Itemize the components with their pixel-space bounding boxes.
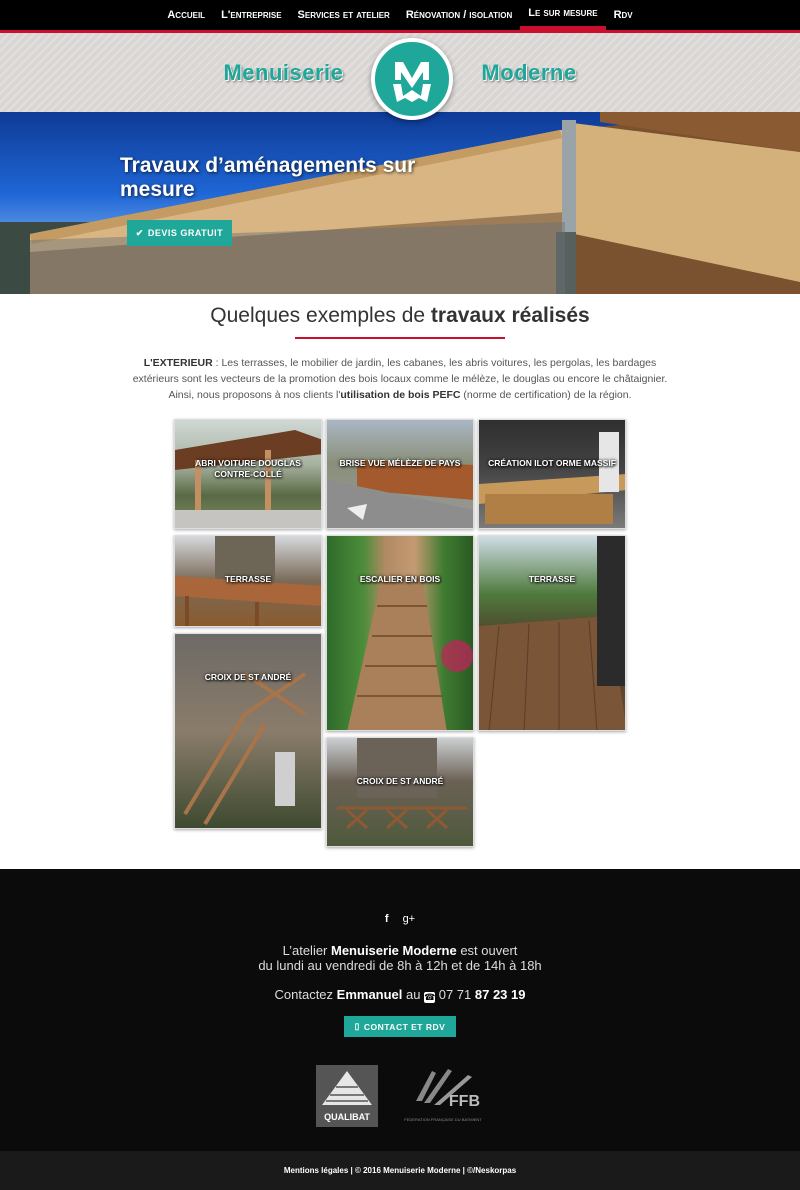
- nav-services[interactable]: Services et atelier: [297, 9, 390, 21]
- section-title-light: Quelques exemples de: [210, 304, 431, 327]
- phone-a[interactable]: 07 71: [438, 987, 475, 1002]
- facebook-icon[interactable]: f: [384, 913, 389, 925]
- gallery-grid: [174, 419, 626, 851]
- gallery-caption: BRISE VUE MÉLÈZE DE PAYS: [339, 458, 461, 468]
- gallery-caption: TERRASSE: [528, 574, 576, 584]
- google-plus-icon[interactable]: g+: [402, 913, 416, 925]
- gallery-caption: TERRASSE: [224, 574, 272, 584]
- ffb-text: FFB: [448, 1093, 480, 1110]
- opening-hours: du lundi au vendredi de 8h à 12h et de 14h à 18h: [258, 958, 542, 973]
- gallery-caption: CRÉATION ILOT ORME MASSIF: [488, 458, 616, 468]
- intro-lead: L'EXTERIEUR: [143, 357, 213, 369]
- contact-name: Emmanuel: [336, 987, 403, 1002]
- gallery-caption: CROIX DE ST ANDRÉ: [204, 672, 292, 682]
- mobile-icon: ▯: [354, 1021, 360, 1031]
- phone-b[interactable]: 87 23 19: [474, 987, 526, 1002]
- ffb-subtext: FEDERATION FRANÇAISE DU BATIMENT: [404, 1117, 482, 1122]
- nav-accueil[interactable]: Accueil: [167, 9, 206, 21]
- brand-word-right: Moderne: [481, 59, 577, 85]
- title-divider: [295, 337, 505, 339]
- hero-roof-image: [0, 112, 800, 294]
- open-bold: Menuiserie Moderne: [331, 943, 457, 958]
- social-links: [0, 913, 800, 925]
- mm-logo-icon[interactable]: [371, 38, 453, 120]
- devis-gratuit-button[interactable]: [127, 220, 232, 246]
- gallery-caption: CROIX DE ST ANDRÉ: [356, 776, 444, 786]
- open-prefix: L’atelier: [282, 943, 331, 958]
- check-icon: ✔: [135, 227, 144, 238]
- nav-sur-mesure[interactable]: Le sur mesure: [520, 0, 605, 30]
- phone-icon: ☎: [424, 992, 436, 1002]
- gallery-item-ilot-orme[interactable]: [478, 419, 626, 529]
- gallery-item-croix-2[interactable]: [326, 737, 474, 847]
- gallery-item-brise-vue[interactable]: [326, 419, 474, 529]
- gallery-item-escalier[interactable]: [326, 535, 474, 731]
- nav-rdv[interactable]: Rdv: [613, 9, 633, 21]
- intro-p1: : Les terrasses, le mobilier de jardin, les cabanes, les abris voitures, les pergolas, les bardages extérieurs sont les vecteurs de la promotion des bois locaux comme le mélèze, le douglas ou encore le châtaignier. Ainsi, nous proposons à nos clients l': [132, 357, 668, 401]
- section-title: [0, 304, 800, 328]
- nav-entreprise[interactable]: L'entreprise: [221, 9, 282, 21]
- contact-rdv-label: CONTACT ET RDV: [363, 1021, 446, 1032]
- intro-p2: (norme de certification) de la région.: [460, 389, 632, 401]
- qualibat-logo: [316, 1065, 378, 1127]
- gallery-item-terrasse-2[interactable]: [478, 535, 626, 731]
- legal-bar[interactable]: Mentions légales | © 2016 Menuiserie Moderne | ©/Neskorpas: [0, 1151, 800, 1190]
- gallery-item-terrasse-1[interactable]: [174, 535, 322, 627]
- hero-title: Travaux d’aménagements sur mesure: [120, 154, 416, 201]
- opening-text: [0, 943, 800, 973]
- section-title-bold: travaux réalisés: [430, 304, 590, 327]
- contact-rdv-button[interactable]: [344, 1016, 456, 1037]
- brand-word-left: Menuiserie: [223, 59, 344, 85]
- intro-bold: utilisation de bois PEFC: [340, 389, 461, 401]
- footer: [0, 869, 800, 1151]
- qualibat-text: QUALIBAT: [324, 1112, 370, 1122]
- ffb-logo: [402, 1065, 484, 1127]
- brand-header: [0, 33, 800, 112]
- hero-banner: [0, 112, 800, 294]
- gallery-caption: ESCALIER EN BOIS: [359, 574, 441, 584]
- certifications: [0, 1065, 800, 1127]
- nav-renovation[interactable]: Rénovation / isolation: [405, 9, 513, 21]
- intro-text: [120, 355, 680, 403]
- devis-gratuit-label: DEVIS GRATUIT: [147, 228, 224, 238]
- contact-mid: au: [402, 987, 425, 1002]
- gallery-item-croix-1[interactable]: [174, 633, 322, 829]
- top-navigation: [0, 0, 800, 33]
- contact-prefix: Contactez: [274, 987, 337, 1002]
- gallery-item-abri-voiture[interactable]: [174, 419, 322, 529]
- gallery-caption: ABRI VOITURE DOUGLAS CONTRE-COLLÉ: [195, 458, 301, 479]
- open-suffix: est ouvert: [456, 943, 518, 958]
- contact-line: [0, 987, 800, 1003]
